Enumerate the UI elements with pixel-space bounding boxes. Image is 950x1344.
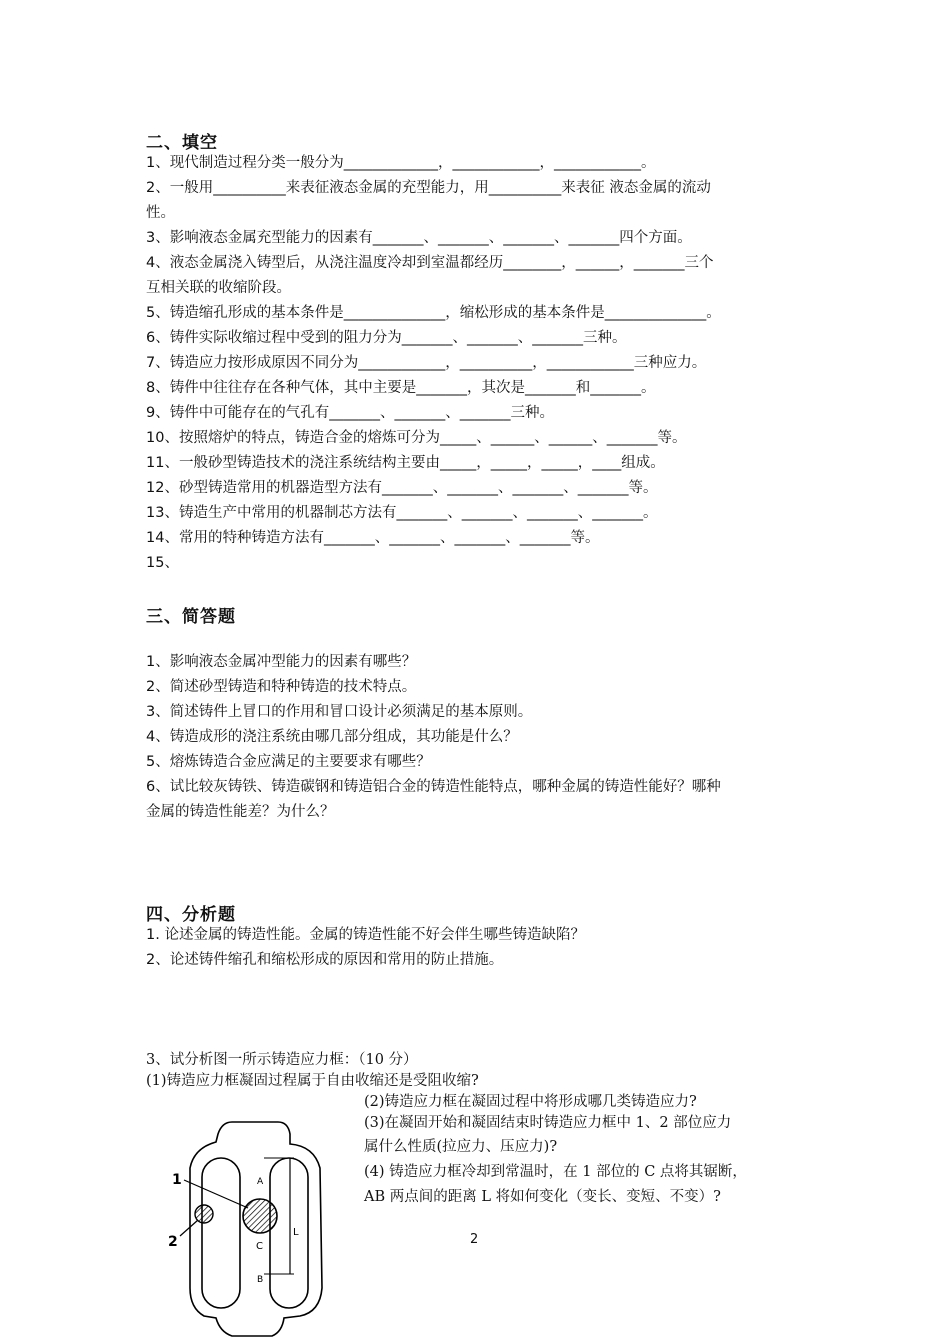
analysis-3-sub1: (1)铸造应力框凝固过程属于自由收缩还是受阻收缩? (146, 1073, 479, 1089)
page-number: 2 (470, 1232, 479, 1247)
short-answer-5: 5、熔炼铸造合金应满足的主要要求有哪些？ (146, 754, 431, 770)
analysis-2: 2、论述铸件缩孔和缩松形成的原因和常用的防止措施。 (146, 952, 504, 968)
fill-item-2-cont: 性。 (146, 205, 175, 221)
short-answer-1: 1、影响液态金属冲型能力的因素有哪些？ (146, 654, 417, 670)
short-answer-4: 4、铸造成形的浇注系统由哪几部分组成，其功能是什么？ (146, 729, 518, 745)
fill-item-2: 2、一般用__________来表征液态金属的充型能力，用__________来表征 液态金属的流动 (146, 180, 711, 196)
section-4-heading: 四、分析题 (146, 905, 236, 925)
bar-1-section (243, 1199, 277, 1233)
fill-item-3: 3、影响液态金属充型能力的因素有_______、_______、_______、_______四个方面。 (146, 230, 692, 246)
fill-item-13: 13、铸造生产中常用的机器制芯方法有_______、_______、_______、_______。 (146, 505, 658, 521)
fill-item-14: 14、常用的特种铸造方法有_______、_______、_______、_______等。 (146, 530, 600, 546)
figure-label-a: A (257, 1177, 264, 1187)
figure-label-b: B (257, 1275, 264, 1285)
analysis-3-sub3: (3)在凝固开始和凝固结束时铸造应力框中 1、2 部位应力 (364, 1115, 732, 1131)
fill-item-9: 9、铸件中可能存在的气孔有_______、_______、_______三种。 (146, 405, 554, 421)
section-3-heading: 三、简答题 (146, 607, 236, 627)
figure-label-c: C (256, 1241, 263, 1252)
fill-item-1: 1、现代制造过程分类一般分为_____________，____________，____________。 (146, 155, 656, 171)
analysis-3-sub3-cont: 属什么性质(拉应力、压应力)? (364, 1139, 558, 1155)
fill-item-8: 8、铸件中往往存在各种气体，其中主要是_______，其次是_______和_______。 (146, 380, 656, 396)
fill-item-12: 12、砂型铸造常用的机器造型方法有_______、_______、_______、_______等。 (146, 480, 658, 496)
fill-item-10: 10、按照熔炉的特点，铸造合金的熔炼可分为_____、______、______、_______等。 (146, 430, 687, 446)
short-answer-3: 3、简述铸件上冒口的作用和冒口设计必须满足的基本原则。 (146, 704, 533, 720)
analysis-3-intro: 3、试分析图一所示铸造应力框：（10 分） (146, 1052, 418, 1068)
analysis-3-sub2: (2)铸造应力框在凝固过程中将形成哪几类铸造应力? (364, 1094, 697, 1110)
fill-item-5: 5、铸造缩孔形成的基本条件是______________，缩松形成的基本条件是______________。 (146, 305, 721, 321)
short-answer-6: 6、试比较灰铸铁、铸造碳钢和铸造铝合金的铸造性能特点，哪种金属的铸造性能好？哪种 (146, 779, 721, 795)
analysis-1: 1. 论述金属的铸造性能。金属的铸造性能不好会伴生哪些铸造缺陷？ (146, 927, 585, 943)
figure-label-1: 1 (172, 1172, 182, 1188)
section-2-heading: 二、填空 (146, 133, 218, 153)
short-answer-6-cont: 金属的铸造性能差？为什么？ (146, 804, 335, 820)
short-answer-2: 2、简述砂型铸造和特种铸造的技术特点。 (146, 679, 417, 695)
analysis-3-sub4-cont: AB 两点间的距离 L 将如何变化（变长、变短、不变）? (364, 1189, 721, 1205)
left-window (202, 1158, 240, 1308)
leader-2 (180, 1220, 198, 1236)
fill-item-4-cont: 互相关联的收缩阶段。 (146, 280, 291, 296)
fill-item-4: 4、液态金属浇入铸型后，从浇注温度冷却到室温都经历________，______，_______三个 (146, 255, 714, 271)
fill-item-15: 15、 (146, 555, 179, 571)
right-window (270, 1158, 308, 1308)
stress-frame-figure (160, 1118, 340, 1344)
leader-1 (184, 1180, 248, 1208)
fill-item-6: 6、铸件实际收缩过程中受到的阻力分为_______、_______、_______三种。 (146, 330, 627, 346)
analysis-3-sub4: (4) 铸造应力框冷却到常温时，在 1 部位的 C 点将其锯断， (364, 1164, 747, 1180)
figure-label-2: 2 (168, 1234, 178, 1250)
fill-item-7: 7、铸造应力按形成原因不同分为____________，__________，____________三种应力。 (146, 355, 707, 371)
fill-item-11: 11、一般砂型铸造技术的浇注系统结构主要由_____，_____，_____，____组成。 (146, 455, 665, 471)
figure-label-l: L (293, 1227, 299, 1238)
